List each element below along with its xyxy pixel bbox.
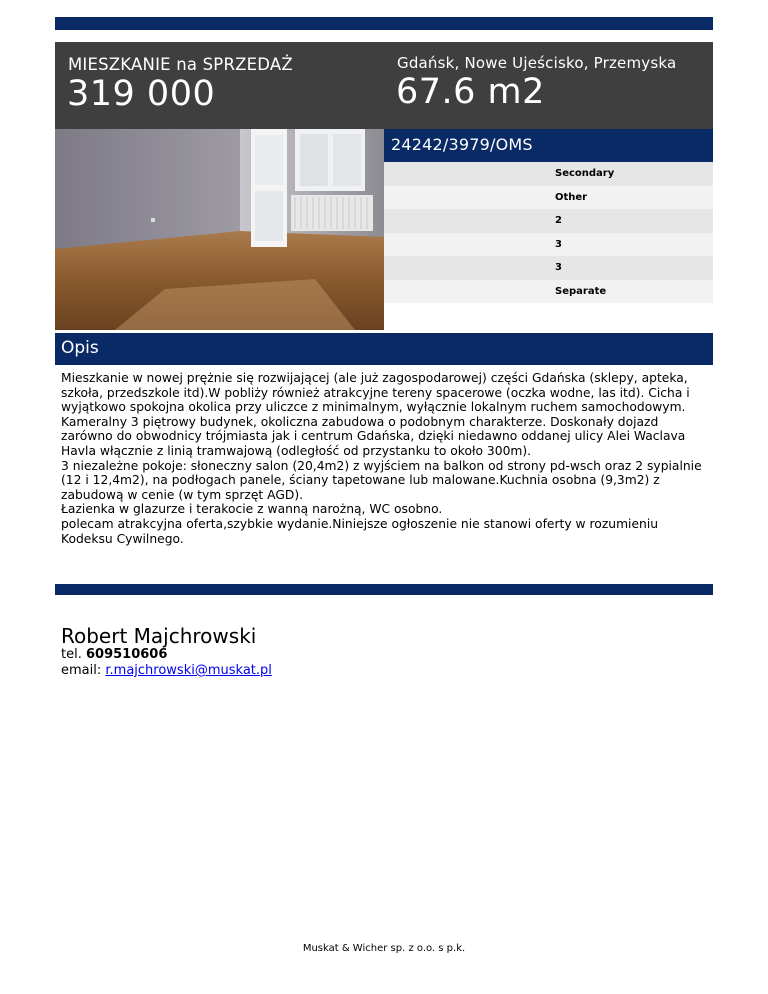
- description-title: Opis: [61, 338, 99, 358]
- listing-type: MIESZKANIE na SPRZEDAŻ: [68, 55, 293, 74]
- bottom-divider-bar: [55, 584, 713, 595]
- description-paragraph: 3 niezależne pokoje: słoneczny salon (20,4m2) z wyjściem na balkon od strony pd-wsch oraz 2 sypialnie (12 i 12,4m2), na podłogach panele, ściany tapetowane lub malowane.Kuchnia osobna (9,3m2) z zabudową w cenie (w tym sprzęt AGD).: [61, 458, 702, 502]
- agent-phone: [61, 647, 167, 662]
- offer-id-bar: [384, 129, 713, 162]
- description-paragraph: Mieszkanie w nowej prężnie się rozwijającej (ale już zagospodarowej) części Gdańska (sklepy, apteka, szkoła, przedszkole itd).W pobliży również atrakcyjne tereny spacerowe (oczka wodne, las itd). Cicha i wyjątkowo spokojna okolica przy uliczce z minimalnym, wyłącznie lokalnym ruchem samochodowym.: [61, 371, 690, 415]
- agent-phone-number: 609510606: [85, 647, 168, 662]
- description-text: [61, 371, 711, 546]
- agent-email: [61, 663, 272, 678]
- agent-email-label: email:: [61, 663, 102, 678]
- details-value: Separate: [555, 285, 607, 297]
- details-row: [384, 256, 713, 280]
- description-paragraph: Łazienka w glazurze i terakocie z wanną narożną, WC osobno.: [61, 502, 443, 517]
- top-divider-bar: [55, 17, 713, 30]
- agent-email-link[interactable]: r.majchrowski@muskat.pl: [105, 663, 272, 678]
- agent-name: Robert Majchrowski: [61, 624, 257, 648]
- listing-price: 319 000: [67, 74, 216, 114]
- offer-id: 24242/3979/OMS: [391, 135, 533, 154]
- footer-company: Muskat & Wicher sp. z o.o. s p.k.: [302, 943, 466, 954]
- details-value: Other: [555, 191, 588, 203]
- listing-header: [55, 42, 713, 129]
- description-paragraph: Kameralny 3 piętrowy budynek, okoliczna zabudowa o podobnym charakterze. Doskonały dojazd zarówno do obwodnicy trójmiasta jak i centrum Gdańska, dzięki niedawno oddanej ulicy Alei Waclava Havla włącznie z linią tramwajową (odległość od przystanku to około 300m).: [61, 414, 686, 458]
- description-header: [55, 333, 713, 365]
- agent-phone-label: tel.: [61, 647, 82, 662]
- details-row: [384, 233, 713, 257]
- details-row: [384, 280, 713, 304]
- details-value: 3: [555, 238, 562, 250]
- details-row: [384, 209, 713, 233]
- details-value: 2: [555, 215, 562, 227]
- details-value: 3: [555, 262, 562, 274]
- apartment-photo: [55, 129, 384, 330]
- details-value: Secondary: [555, 168, 615, 180]
- details-row: [384, 162, 713, 186]
- details-row: [384, 186, 713, 210]
- listing-area: 67.6 m2: [396, 72, 545, 112]
- description-paragraph: polecam atrakcyjna oferta,szybkie wydanie.Niniejsze ogłoszenie nie stanowi oferty w rozumieniu Kodeksu Cywilnego.: [61, 516, 659, 546]
- listing-location: Gdańsk, Nowe Ujeścisko, Przemyska: [397, 54, 677, 72]
- details-table: [384, 162, 713, 303]
